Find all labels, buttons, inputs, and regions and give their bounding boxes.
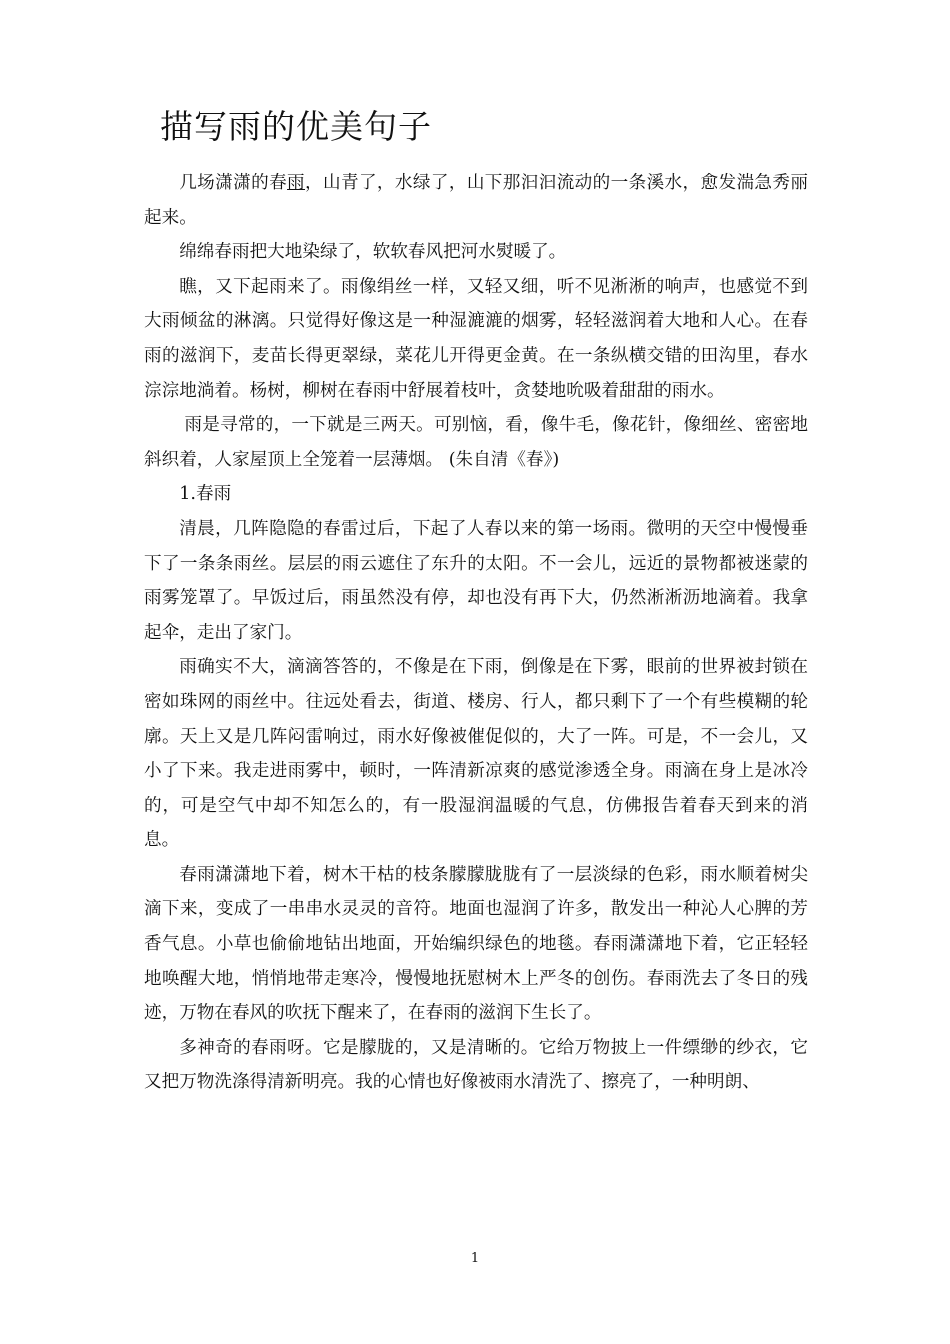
- paragraph: [144, 166, 808, 235]
- paragraph: 瞧，又下起雨来了。雨像绢丝一样，又轻又细，听不见淅淅的响声，也感觉不到大雨倾盆的淋漓。只觉得好像这是一种湿漉漉的烟雾，轻轻滋润着大地和人心。在春雨的滋润下，麦苗长得更翠绿，菜花儿开得更金黄。在一条纵横交错的田沟里，春水淙淙地淌着。杨树，柳树在春雨中舒展着枝叶，贪婪地吮吸着甜甜的雨水。: [144, 276, 808, 401]
- paragraph: 清晨，几阵隐隐的春雷过后，下起了人春以来的第一场雨。微明的天空中慢慢垂下了一条条雨丝。层层的雨云遮住了东升的太阳。不一会儿，远近的景物都被迷蒙的雨雾笼罩了。早饭过后，雨虽然没有停，却也没有再下大，仍然淅淅沥地滴着。我拿起伞，走出了家门。: [144, 518, 808, 643]
- paragraph: 绵绵春雨把大地染绿了，软软春风把河水熨暖了。: [179, 242, 567, 263]
- underlined-text-run: 雨: [287, 173, 306, 193]
- paragraph: 雨确实不大，滴滴答答的，不像是在下雨，倒像是在下雾，眼前的世界被封锁在密如珠网的雨丝中。往远处看去，街道、楼房、行人，都只剩下了一个有些模糊的轮廓。天上又是几阵闷雷响过，雨水好像被催促似的，大了一阵。可是，不一会儿，又小了下来。我走进雨雾中，顿时，一阵清新凉爽的感觉渗透全身。雨滴在身上是冰冷的，可是空气中却不知怎么的，有一股湿润温暖的气息，仿佛报告着春天到来的消息。: [144, 657, 808, 851]
- paragraph: 春雨潇潇地下着，树木干枯的枝条朦朦胧胧有了一层淡绿的色彩，雨水顺着树尖滴下来，变成了一串串水灵灵的音符。地面也湿润了许多，散发出一种沁人心脾的芳香气息。小草也偷偷地钻出地面，开始编织绿色的地毯。春雨潇潇地下着，它正轻轻地唤醒大地，悄悄地带走寒冷，慢慢地抚慰树木上严冬的创伤。春雨洗去了冬日的残迹，万物在春风的吹抚下醒来了，在春雨的滋润下生长了。: [144, 864, 808, 1024]
- section-heading: 1.春雨: [179, 484, 232, 505]
- document-title: 描写雨的优美句子: [160, 107, 432, 146]
- paragraph: 多神奇的春雨呀。它是朦胧的，又是清晰的。它给万物披上一件缥缈的纱衣，它又把万物洗涤得清新明亮。我的心情也好像被雨水清洗了、擦亮了，一种明朗、: [144, 1037, 808, 1093]
- text-run: ，山青了，水绿了，山下那汩汩流动的一条溪水，愈发湍急秀丽起来。: [144, 173, 808, 228]
- paragraph: 雨是寻常的，一下就是三两天。可别恼，看，像牛毛，像花针，像细丝、密密地斜织着，人家屋顶上全笼着一层薄烟。 (朱自清《春》): [144, 415, 808, 470]
- document-body: [144, 166, 808, 1100]
- page-number: 1: [470, 1251, 480, 1266]
- text-run: 几场潇潇的春: [179, 173, 288, 193]
